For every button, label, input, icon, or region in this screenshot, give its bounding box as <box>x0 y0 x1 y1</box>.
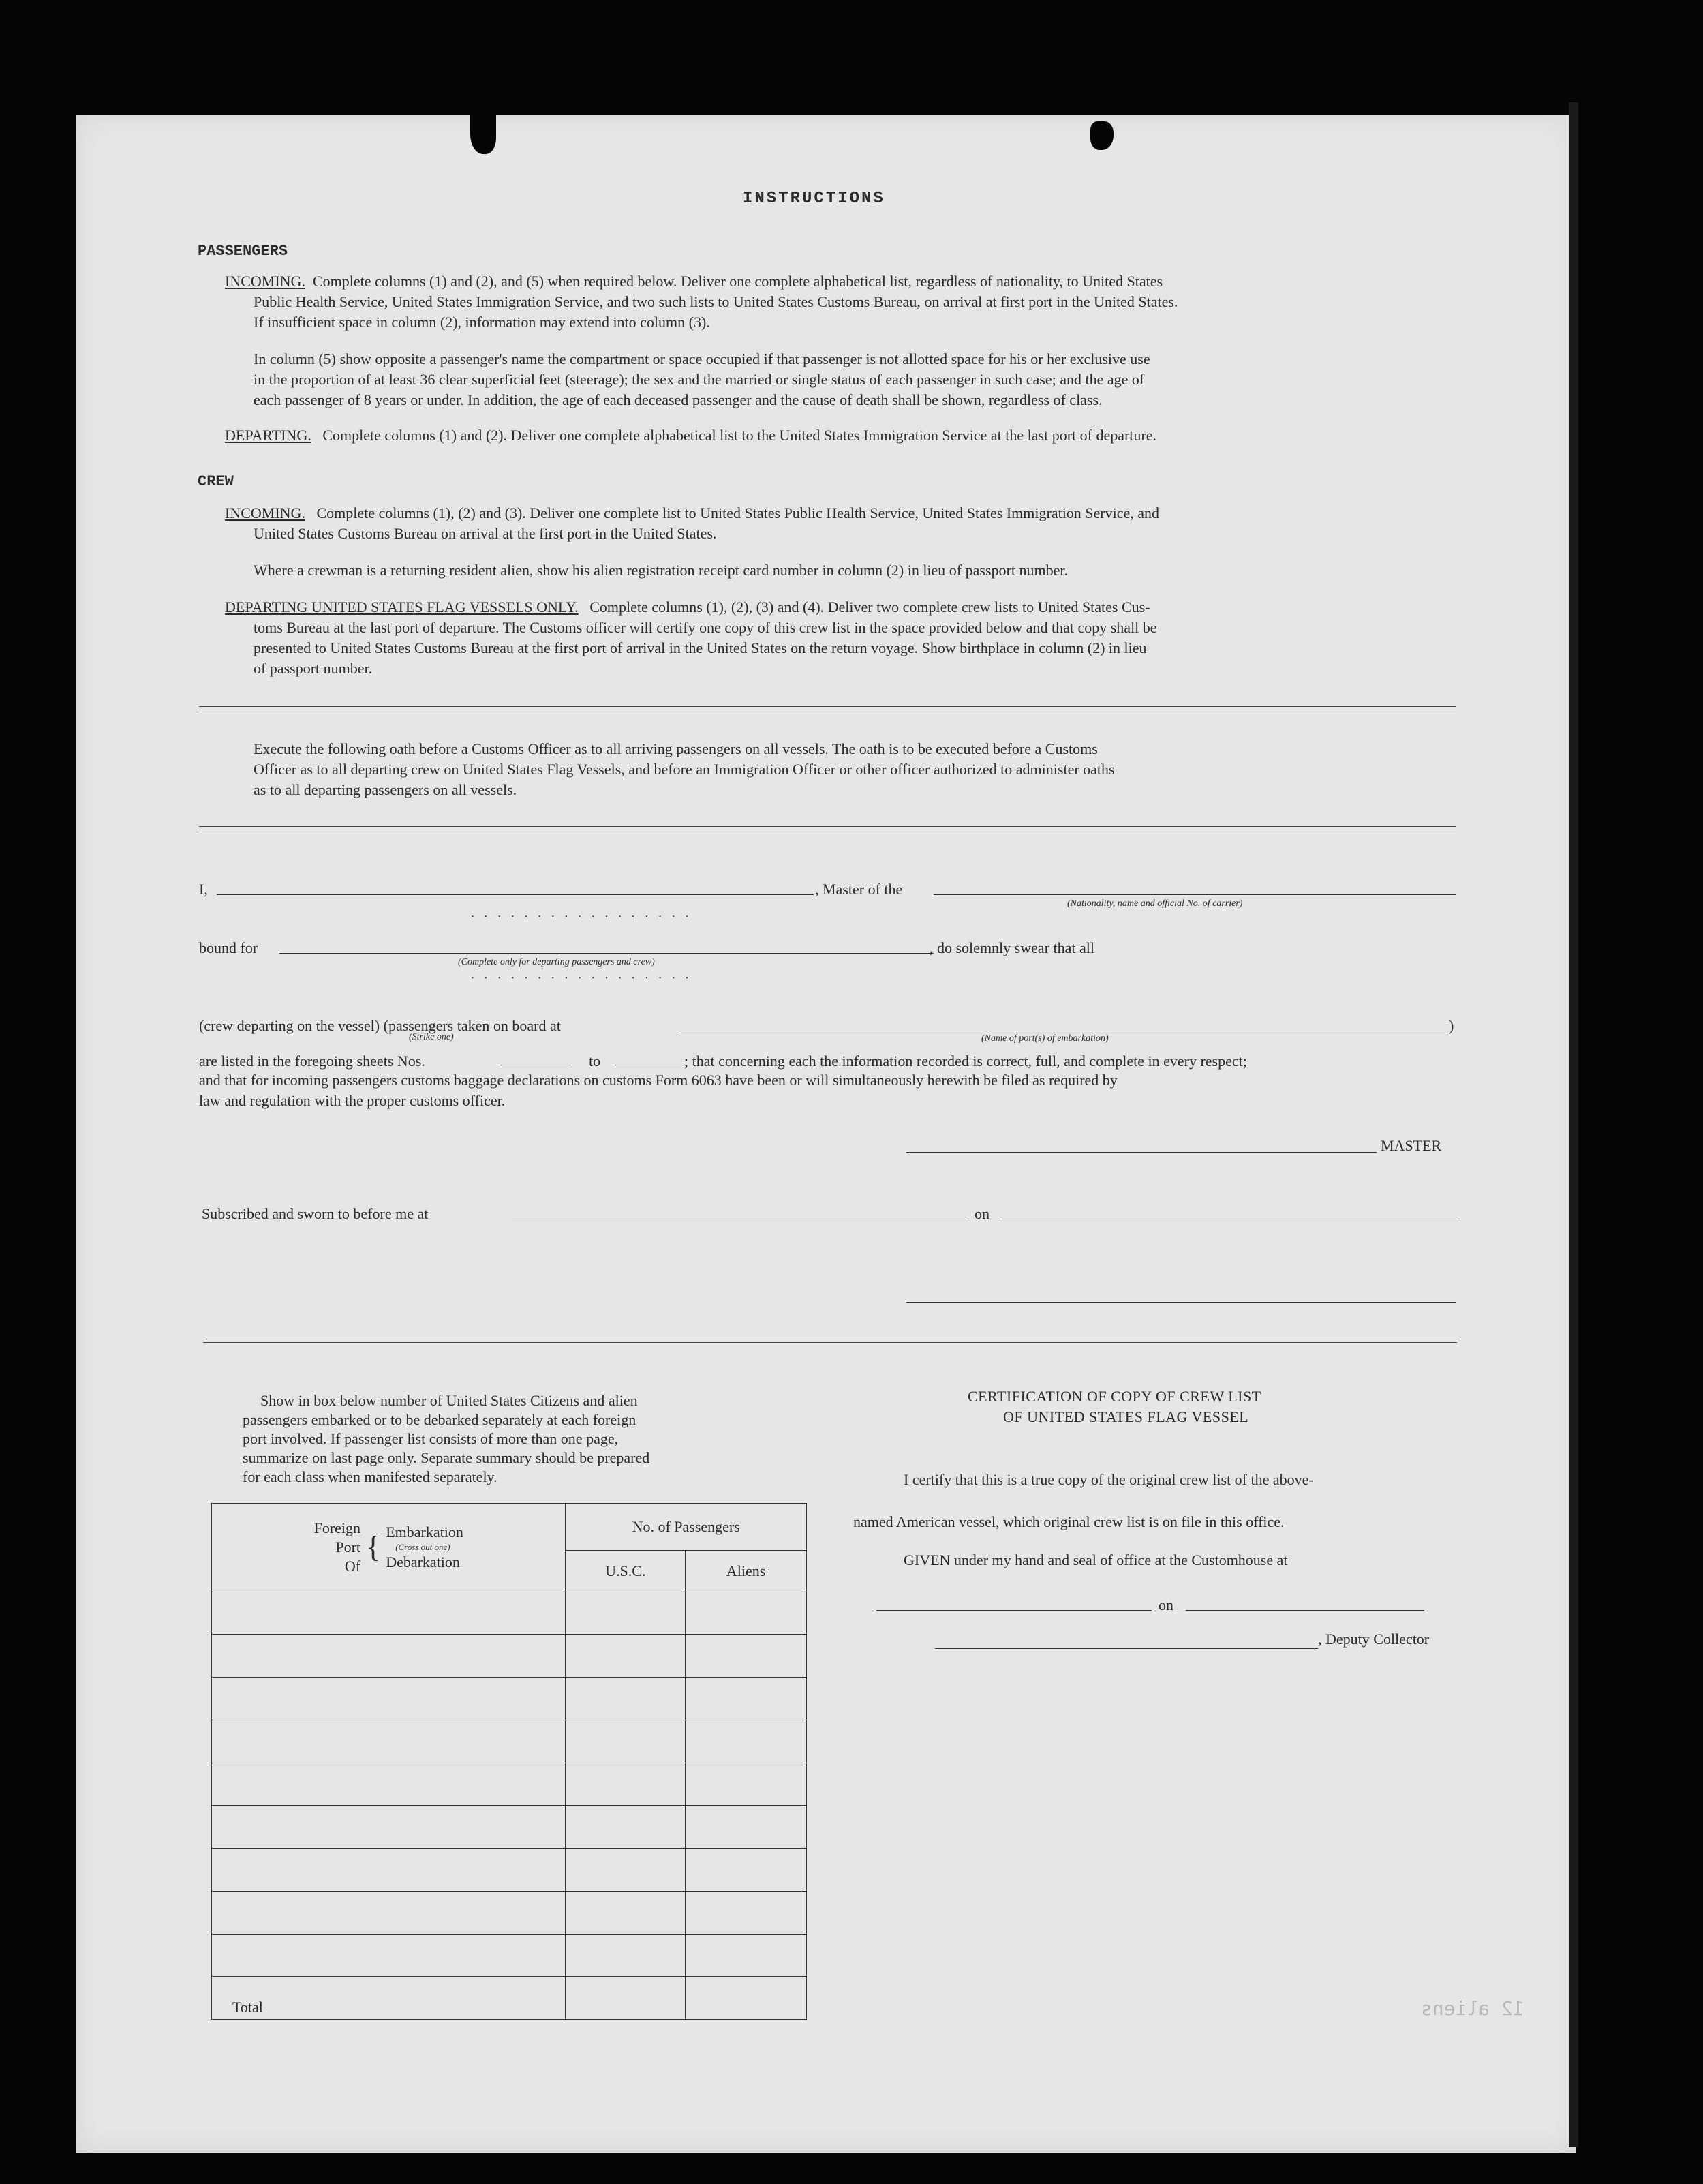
passengers-incoming-line-2: Public Health Service, United States Immigration Service, and two such lists to United States Customs Bureau, on arrival at first port in the United States. <box>254 293 1178 310</box>
crew-incoming-label: INCOMING. <box>225 504 305 521</box>
crew-departing <box>225 597 1150 618</box>
certification-on-label: on <box>1159 1596 1173 1613</box>
crew-departing-label: DEPARTING UNITED STATES FLAG VESSELS ONLY. <box>225 598 579 616</box>
table-total-row <box>212 1977 807 2020</box>
table-row <box>212 1891 807 1934</box>
listed-line-1: ; that concerning each the information recorded is correct, full, and complete in every respect; <box>684 1052 1247 1070</box>
usc-cell[interactable] <box>566 1763 686 1806</box>
passengers-departing-text: Complete columns (1) and (2). Deliver one complete alphabetical list to the United States Immigration Service at the last port of departure. <box>322 427 1157 444</box>
crew-heading: CREW <box>198 473 234 490</box>
header-no-passengers: No. of Passengers <box>566 1504 807 1551</box>
header-usc: U.S.C. <box>566 1551 686 1592</box>
certify-line-1: I certify that this is a true copy of the original crew list of the above- <box>904 1471 1314 1488</box>
listed-sheets-prefix: are listed in the foregoing sheets Nos. <box>199 1052 425 1070</box>
table-row <box>212 1806 807 1849</box>
summary-intro-line-4: summarize on last page only. Separate summary should be prepared <box>243 1449 650 1466</box>
table-row <box>212 1763 807 1806</box>
port-label: Port <box>335 1538 361 1556</box>
subscribed-label: Subscribed and sworn to before me at <box>202 1205 429 1222</box>
crew-incoming-line-2: United States Customs Bureau on arrival at the first port in the United States. <box>254 525 717 542</box>
crew-departing-line-3: presented to United States Customs Bureau at the first port of arrival in the United States on the return voyage. Show birthplace in column (2) in lieu <box>254 639 1147 656</box>
of-label: Of <box>344 1558 361 1575</box>
close-paren: ) <box>1449 1017 1454 1034</box>
divider-3 <box>203 1339 1457 1343</box>
aliens-cell[interactable] <box>686 1763 807 1806</box>
summary-intro-line-3: port involved. If passenger list consists of more than one page, <box>243 1430 619 1447</box>
passengers-col5-line-1: In column (5) show opposite a passenger's name the compartment or space occupied if that passenger is not allotted space for his or her exclusive use <box>254 350 1150 367</box>
given-text: GIVEN under my hand and seal of office at the Customhouse at <box>904 1551 1288 1568</box>
aliens-cell[interactable] <box>686 1849 807 1892</box>
embarkation-label: Embarkation <box>386 1523 463 1541</box>
brace-glyph: { <box>366 1530 381 1564</box>
usc-cell[interactable] <box>566 1678 686 1720</box>
deputy-collector-signature[interactable] <box>935 1648 1318 1649</box>
crew-departing-line-2: toms Bureau at the last port of departure. The Customs officer will certify one copy of this crew list in the space provided below and that copy shall be <box>254 619 1157 636</box>
aliens-cell[interactable] <box>686 1720 807 1763</box>
port-cell[interactable] <box>212 1891 566 1934</box>
crew-incoming-line-1: Complete columns (1), (2) and (3). Deliver one complete list to United States Public Health Service, United States Immigration Service, and <box>316 504 1160 521</box>
listed-line-2: and that for incoming passengers customs baggage declarations on customs Form 6063 have been or will simultaneously herewith be filed as required by <box>199 1072 1118 1089</box>
table-row <box>212 1849 807 1892</box>
total-aliens-cell[interactable] <box>686 1977 807 2020</box>
debarkation-label: Debarkation <box>386 1553 460 1571</box>
header-foreign-port-cell <box>212 1504 566 1592</box>
header-aliens: Aliens <box>686 1551 807 1592</box>
summary-intro-line-2: passengers embarked or to be debarked separately at each foreign <box>243 1411 636 1428</box>
port-cell[interactable] <box>212 1934 566 1977</box>
punch-hole-right <box>1090 121 1114 150</box>
passenger-summary-table <box>211 1503 807 2020</box>
embarkation-port-hint: (Name of port(s) of embarkation) <box>981 1033 1109 1044</box>
aliens-cell[interactable] <box>686 1678 807 1720</box>
page-title: INSTRUCTIONS <box>743 189 885 208</box>
oath-i-label: I, <box>199 881 208 898</box>
bleed-through-text: 12 aliens <box>1421 1997 1524 2020</box>
passengers-departing <box>225 425 1156 446</box>
strike-one-hint: (Strike one) <box>409 1032 454 1042</box>
passengers-incoming-label: INCOMING. <box>225 273 305 290</box>
usc-cell[interactable] <box>566 1635 686 1678</box>
passengers-departing-label: DEPARTING. <box>225 427 311 444</box>
table-row <box>212 1635 807 1678</box>
master-signature-line[interactable] <box>906 1152 1377 1153</box>
oath-intro-line-2: Officer as to all departing crew on United States Flag Vessels, and before an Immigration Officer or other officer authorized to administer oaths <box>254 761 1115 778</box>
master-of-label: , Master of the <box>815 881 903 898</box>
crew-departing-on-label: (crew departing on the vessel) (passengers taken on board at <box>199 1017 561 1034</box>
port-cell[interactable] <box>212 1806 566 1849</box>
aliens-cell[interactable] <box>686 1934 807 1977</box>
divider-1 <box>199 706 1456 710</box>
summary-intro-line-5: for each class when manifested separately. <box>243 1468 497 1485</box>
certification-title-2: OF UNITED STATES FLAG VESSEL <box>1003 1408 1249 1425</box>
carrier-hint: (Nationality, name and official No. of carrier) <box>1067 898 1243 909</box>
port-cell[interactable] <box>212 1635 566 1678</box>
master-label: MASTER <box>1381 1137 1442 1154</box>
table-row <box>212 1720 807 1763</box>
port-cell[interactable] <box>212 1678 566 1720</box>
crew-incoming <box>225 503 1159 524</box>
listed-line-3: law and regulation with the proper customs officer. <box>199 1092 506 1109</box>
usc-cell[interactable] <box>566 1592 686 1635</box>
usc-cell[interactable] <box>566 1934 686 1977</box>
table-row <box>212 1678 807 1720</box>
total-label: Total <box>232 1999 263 2016</box>
table-row <box>212 1592 807 1635</box>
usc-cell[interactable] <box>566 1849 686 1892</box>
port-cell[interactable] <box>212 1592 566 1635</box>
swear-label: , do solemnly swear that all <box>930 939 1094 956</box>
listed-sheets-to: to <box>589 1052 601 1070</box>
passengers-incoming-line-1: Complete columns (1) and (2), and (5) when required below. Deliver one complete alphabetical list, regardless of nationality, to United States <box>312 273 1163 290</box>
passengers-col5-line-2: in the proportion of at least 36 clear superficial feet (steerage); the sex and the married or single status of each passenger in such case; and the age of <box>254 371 1145 388</box>
divider-2 <box>199 826 1456 830</box>
bound-for-field[interactable] <box>279 953 934 954</box>
aliens-cell[interactable] <box>686 1806 807 1849</box>
officer-signature-line[interactable] <box>906 1302 1456 1303</box>
aliens-cell[interactable] <box>686 1891 807 1934</box>
given-place-field[interactable] <box>876 1610 1152 1611</box>
port-cell[interactable] <box>212 1763 566 1806</box>
port-cell[interactable] <box>212 1720 566 1763</box>
total-usc-cell[interactable] <box>566 1977 686 2020</box>
crew-departing-line-1: Complete columns (1), (2), (3) and (4). Deliver two complete crew lists to United States Cus- <box>589 598 1150 616</box>
table-row <box>212 1934 807 1977</box>
crew-departing-line-4: of passport number. <box>254 660 373 677</box>
deputy-collector-label: , Deputy Collector <box>1318 1631 1430 1648</box>
passengers-col5-line-3: each passenger of 8 years or under. In addition, the age of each deceased passenger and the cause of death shall be shown, regardless of class. <box>254 391 1103 408</box>
bound-for-hint: (Complete only for departing passengers and crew) <box>458 957 655 967</box>
usc-cell[interactable] <box>566 1720 686 1763</box>
usc-cell[interactable] <box>566 1806 686 1849</box>
summary-intro-line-1: Show in box below number of United States Citizens and alien <box>260 1392 638 1409</box>
crew-resident-text: Where a crewman is a returning resident alien, show his alien registration receipt card number in column (2) in lieu of passport number. <box>254 562 1068 579</box>
oath-intro-line-1: Execute the following oath before a Customs Officer as to all arriving passengers on all vessels. The oath is to be executed before a Customs <box>254 740 1098 757</box>
punch-hole-left <box>470 115 496 154</box>
dotted-leader-1: · · · · · · · · · · · · · · · · · <box>470 909 692 924</box>
usc-cell[interactable] <box>566 1891 686 1934</box>
foreign-label: Foreign <box>313 1519 361 1537</box>
page-edge-shadow <box>1569 102 1578 2147</box>
certification-title-1: CERTIFICATION OF COPY OF CREW LIST <box>968 1388 1261 1405</box>
oath-intro-line-3: as to all departing passengers on all vessels. <box>254 781 517 798</box>
certify-line-2: named American vessel, which original crew list is on file in this office. <box>853 1513 1285 1530</box>
aliens-cell[interactable] <box>686 1592 807 1635</box>
master-name-field[interactable] <box>217 894 814 895</box>
bound-for-label: bound for <box>199 939 258 956</box>
passengers-incoming-line-3: If insufficient space in column (2), information may extend into column (3). <box>254 314 710 331</box>
subscribed-on-label: on <box>975 1205 989 1222</box>
aliens-cell[interactable] <box>686 1635 807 1678</box>
cross-out-hint: (Cross out one) <box>395 1542 450 1553</box>
port-cell[interactable] <box>212 1849 566 1892</box>
dotted-leader-2: · · · · · · · · · · · · · · · · · <box>470 971 692 986</box>
carrier-field[interactable] <box>934 894 1456 895</box>
passengers-heading: PASSENGERS <box>198 243 288 260</box>
passengers-incoming <box>225 271 1163 292</box>
table-header-row <box>212 1504 807 1551</box>
total-label-cell <box>212 1977 566 2020</box>
given-date-field[interactable] <box>1186 1610 1424 1611</box>
